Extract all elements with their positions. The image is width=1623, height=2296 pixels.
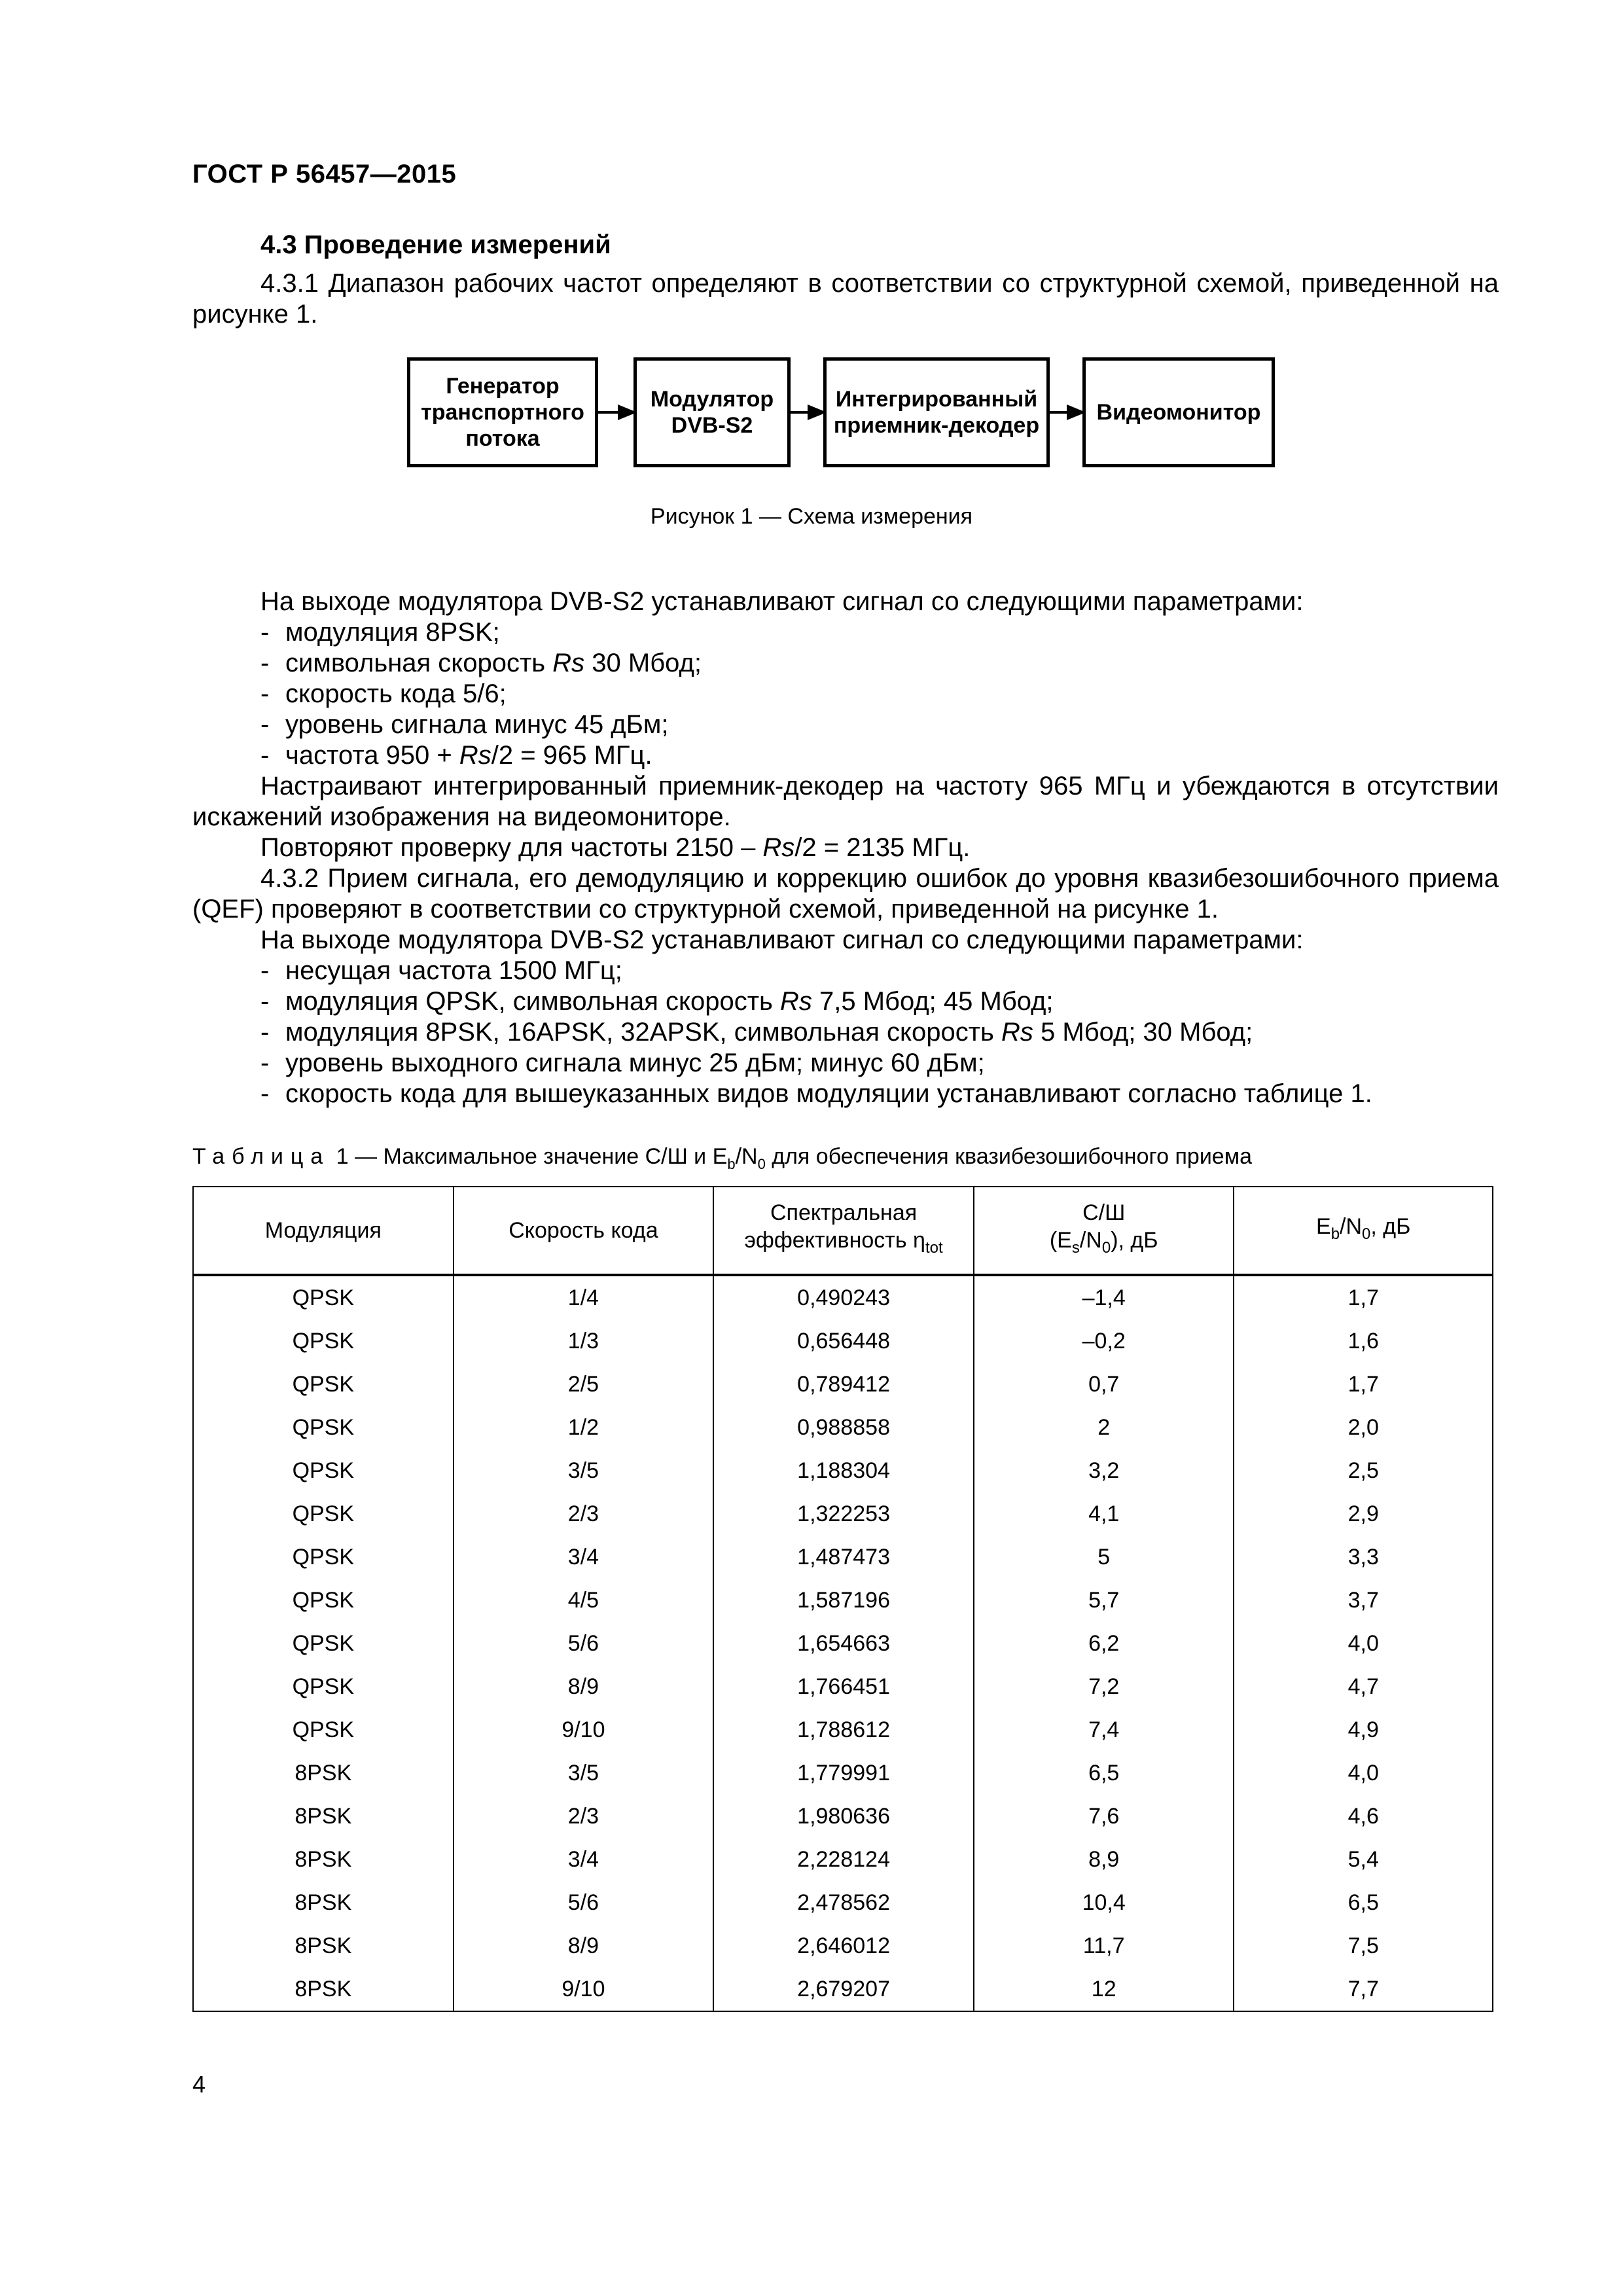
arrow-2-head [809,406,823,418]
table-cell: 2,9 [1234,1492,1493,1535]
diagram-block-modulator: Модулятор DVB-S2 [633,357,791,467]
table-row [193,1838,1493,1881]
table-cell: 3/5 [454,1449,714,1492]
table-cell: 4,9 [1234,1708,1493,1751]
table-cell: 8PSK [193,1881,454,1924]
diagram-block-receiver: Интегрированный приемник-декодер [823,357,1050,467]
table-cell: –0,2 [974,1319,1234,1363]
header-cn: С/Ш $(E_s/N_0)$, дБ [974,1187,1234,1275]
table-cell: 2,0 [1234,1406,1493,1449]
table-cell: 1,7 [1234,1363,1493,1406]
table-cell: 1,6 [1234,1319,1493,1363]
table-row [193,1319,1493,1363]
table-row [193,1406,1493,1449]
table-cell: 4,7 [1234,1665,1493,1708]
table-cell: 0,789412 [713,1363,974,1406]
table-cell: 5,7 [974,1579,1234,1622]
table-row [193,1579,1493,1622]
table-cell: 1,788612 [713,1708,974,1751]
params2-item: - уровень выходного сигнала минус 25 дБм; минус 60 дБм; [260,1049,985,1077]
table-row [193,1881,1493,1924]
table-cell: 1,587196 [713,1579,974,1622]
params2-intro: На выходе модулятора DVB-S2 устанавливают сигнал со следующими параметрами: [260,925,1304,954]
table-cell: 2,646012 [713,1924,974,1967]
table-cell: 0,7 [974,1363,1234,1406]
table-row [193,1708,1493,1751]
table-cell: 2/5 [454,1363,714,1406]
table-cell: 8/9 [454,1665,714,1708]
table-cell: 2,679207 [713,1967,974,2011]
table-cell: 2 [974,1406,1234,1449]
table-row [193,1967,1493,2011]
table-cell: 1,654663 [713,1622,974,1665]
table-row [193,1449,1493,1492]
table-row [193,1492,1493,1535]
table-row [193,1622,1493,1665]
diagram-block-generator: Генератор транспортного потока [407,357,598,467]
table-caption: Таблица 1 — Максимальное значение С/Ш и $E_b/N_0$ для обеспечения квазибезошибочного приема [192,1144,1252,1172]
table-cell: 12 [974,1967,1234,2011]
table-cell: 3,2 [974,1449,1234,1492]
table-cell: QPSK [193,1406,454,1449]
table-row [193,1795,1493,1838]
table-cell: 8PSK [193,1751,454,1795]
table-cell: QPSK [193,1319,454,1363]
table-cell: 5 [974,1535,1234,1579]
table-cell: 1/4 [454,1275,714,1319]
table-cell: 1,487473 [713,1535,974,1579]
table-row [193,1924,1493,1967]
table-cell: 8PSK [193,1838,454,1881]
table-cell: 6,2 [974,1622,1234,1665]
table-cell: 8/9 [454,1924,714,1967]
params1-intro: На выходе модулятора DVB-S2 устанавливают сигнал со следующими параметрами: [260,587,1304,616]
document-header: ГОСТ Р 56457—2015 [192,160,457,188]
table-cell: 7,4 [974,1708,1234,1751]
qef-table [192,1186,1493,2012]
table-cell: 7,5 [1234,1924,1493,1967]
diagram-block-monitor: Видеомонитор [1082,357,1275,467]
params1-item: - частота 950 + Rs/2 = 965 МГц. [260,741,652,770]
header-code-rate: Скорость кода [454,1187,714,1275]
paragraph-4-3-1: 4.3.1 Диапазон рабочих частот определяют в соответствии со структурной схемой, приведенной на рисунке 1. [192,269,1499,329]
table-cell: 7,7 [1234,1967,1493,2011]
table-cell: –1,4 [974,1275,1234,1319]
table-cell: 2/3 [454,1795,714,1838]
table-cell: 1,779991 [713,1751,974,1795]
table-cell: 2,478562 [713,1881,974,1924]
table-cell: 6,5 [974,1751,1234,1795]
table-row [193,1535,1493,1579]
table-cell: 7,2 [974,1665,1234,1708]
page-number: 4 [192,2071,206,2098]
table-cell: QPSK [193,1708,454,1751]
table-cell: 6,5 [1234,1881,1493,1924]
table-cell: 1,980636 [713,1795,974,1838]
table-cell: 10,4 [974,1881,1234,1924]
params1-item: - уровень сигнала минус 45 дБм; [260,710,669,739]
table-cell: 0,490243 [713,1275,974,1319]
table-cell: 5,4 [1234,1838,1493,1881]
paragraph-4-3-2: 4.3.2 Прием сигнала, его демодуляцию и коррекцию ошибок до уровня квазибезошибочного приема (QEF) проверяют в соответствии со структурной схемой, приведенной на рисунке 1. [192,864,1499,924]
table-cell: 1/3 [454,1319,714,1363]
figure-caption: Рисунок 1 — Схема измерения [650,504,973,529]
arrow-3-head [1068,406,1082,418]
params1-item: - скорость кода 5/6; [260,679,507,708]
table-cell: 2,228124 [713,1838,974,1881]
table-cell: 9/10 [454,1708,714,1751]
table-cell: 4,0 [1234,1751,1493,1795]
table-cell: 4,0 [1234,1622,1493,1665]
table-cell: 3/4 [454,1838,714,1881]
params1-item: - символьная скорость Rs 30 Мбод; [260,649,702,677]
table-cell: 3/4 [454,1535,714,1579]
table-cell: 11,7 [974,1924,1234,1967]
params2-item: - скорость кода для вышеуказанных видов модуляции устанавливают согласно таблице 1. [260,1079,1372,1108]
table-cell: 7,6 [974,1795,1234,1838]
table-cell: 4/5 [454,1579,714,1622]
table-cell: 4,1 [974,1492,1234,1535]
table-cell: 2,5 [1234,1449,1493,1492]
table-cell: 9/10 [454,1967,714,2011]
params1-item: - модуляция 8PSK; [260,618,500,647]
table-cell: 5/6 [454,1881,714,1924]
table-cell: 3,7 [1234,1579,1493,1622]
params2-item: - модуляция 8PSK, 16APSK, 32APSK, символьная скорость Rs 5 Мбод; 30 Мбод; [260,1018,1253,1047]
header-spectral-efficiency: Спектральная эффективность $\eta_{tot}$ [713,1187,974,1275]
table-cell: QPSK [193,1363,454,1406]
table-cell: 0,656448 [713,1319,974,1363]
table-cell: 1,188304 [713,1449,974,1492]
table-row [193,1363,1493,1406]
table-cell: QPSK [193,1535,454,1579]
table-row [193,1275,1493,1319]
table-row [193,1665,1493,1708]
table-cell: 1/2 [454,1406,714,1449]
header-ebn0: $E_b/N_0$, дБ [1234,1187,1493,1275]
table-cell: 8PSK [193,1795,454,1838]
table-cell: QPSK [193,1449,454,1492]
table-cell: 8,9 [974,1838,1234,1881]
table-cell: 3,3 [1234,1535,1493,1579]
paragraph-repeat: Повторяют проверку для частоты 2150 – Rs/2 = 2135 МГц. [260,833,971,862]
table-cell: QPSK [193,1622,454,1665]
arrow-1-head [619,406,633,418]
table-header-row [193,1187,1493,1275]
table-cell: QPSK [193,1579,454,1622]
table-cell: 8PSK [193,1967,454,2011]
params2-item: - модуляция QPSK, символьная скорость Rs 7,5 Мбод; 45 Мбод; [260,987,1054,1016]
table-cell: QPSK [193,1275,454,1319]
table-cell: 0,988858 [713,1406,974,1449]
table-cell: 1,766451 [713,1665,974,1708]
paragraph-tune: Настраивают интегрированный приемник-декодер на частоту 965 МГц и убеждаются в отсутствии искажений изображения на видеомониторе. [192,772,1499,831]
table-cell: 1,7 [1234,1275,1493,1319]
table-cell: 3/5 [454,1751,714,1795]
table-cell: 1,322253 [713,1492,974,1535]
section-title: 4.3 Проведение измерений [260,230,611,259]
table-cell: QPSK [193,1492,454,1535]
table-cell: QPSK [193,1665,454,1708]
params2-item: - несущая частота 1500 МГц; [260,956,622,985]
diagram-arrows [0,0,1623,497]
header-modulation: Модуляция [193,1187,454,1275]
table-cell: 2/3 [454,1492,714,1535]
table-cell: 8PSK [193,1924,454,1967]
table-cell: 5/6 [454,1622,714,1665]
table-cell: 4,6 [1234,1795,1493,1838]
table-row [193,1751,1493,1795]
